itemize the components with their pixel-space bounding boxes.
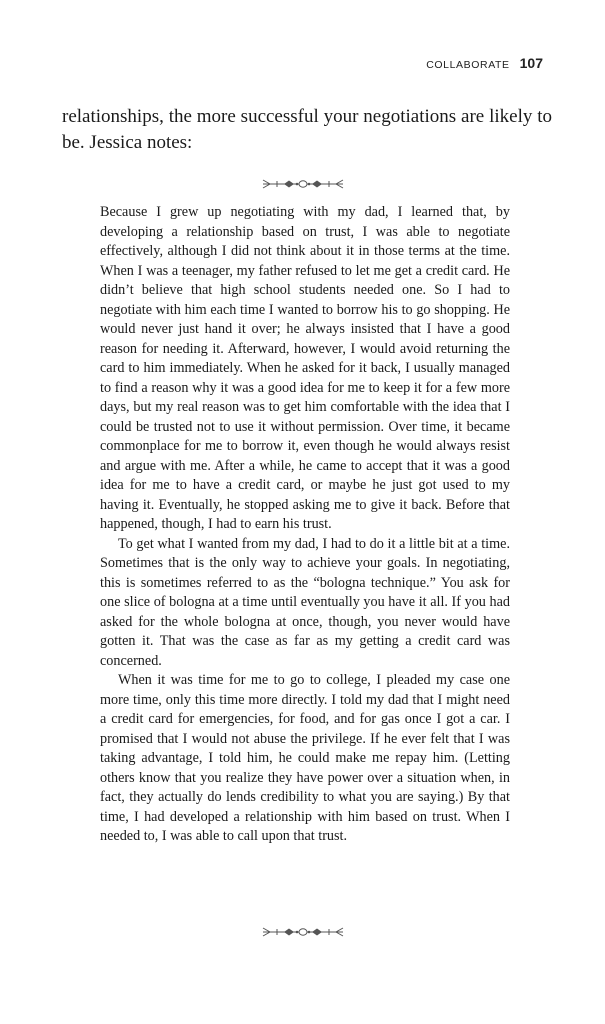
lead-paragraph: relationships, the more successful your negotiations are likely to be. Jessica notes: bbox=[62, 106, 552, 153]
quote-paragraph: To get what I wanted from my dad, I had to do it a little bit at a time. Sometimes that is the only way to achieve your goals. In negotiating, this is sometimes referred to as the “bologna technique.” You ask for one slice of bologna at a time until eventually you have it all. If you had asked for the whole bologna at once, though, you never would have gotten it. That was the case as far as my getting a credit card was concerned. bbox=[100, 535, 510, 669]
running-head bbox=[426, 55, 543, 71]
section-name: COLLABORATE bbox=[426, 59, 510, 71]
decorative-divider-icon bbox=[262, 177, 344, 191]
quote-paragraph: When it was time for me to go to college, I pleaded my case one more time, only this time more directly. I told my dad that I might need a credit card for emergencies, for food, and for gas once I got a car. I promised that I would not abuse the privilege. If he ever felt that I was taking advantage, I told him, he could make me repay him. (Letting others know that you realize they have power over a situation when, in fact, they actually do lends credibility to what you are saying.) By that time, I had developed a relationship with him based on trust. When I needed to, I was able to call upon that trust. bbox=[100, 672, 510, 844]
quote-paragraph: Because I grew up negotiating with my dad, I learned that, by developing a relationship based on trust, I was able to negotiate effectively, although I did not think about it in those terms at the time. When I was a teenager, my father refused to let me get a credit card. He didn’t believe that high school students needed one. So I had to negotiate with him each time I wanted to borrow his to go shopping. He would never just hand it over; he always insisted that I have a good reason for needing it. Afterward, however, I would avoid returning the card to him immediately. When he asked for it back, I usually managed to find a reason why it was a good idea for me to keep it for a few more days, but my real reason was to get him comfortable with the idea that I could be trusted not to use it without permission. Over time, it became commonplace for me to borrow it, even though he would always resist and argue with me. After a while, he came to accept that it was a good idea for me to have a credit card, or maybe he just got used to my having it. Eventually, he stopped asking me to give it back. Before that happened, though, I had to earn his trust. bbox=[100, 204, 510, 532]
decorative-divider-icon bbox=[262, 925, 344, 939]
page-number: 107 bbox=[519, 55, 543, 71]
block-quote bbox=[100, 203, 510, 847]
